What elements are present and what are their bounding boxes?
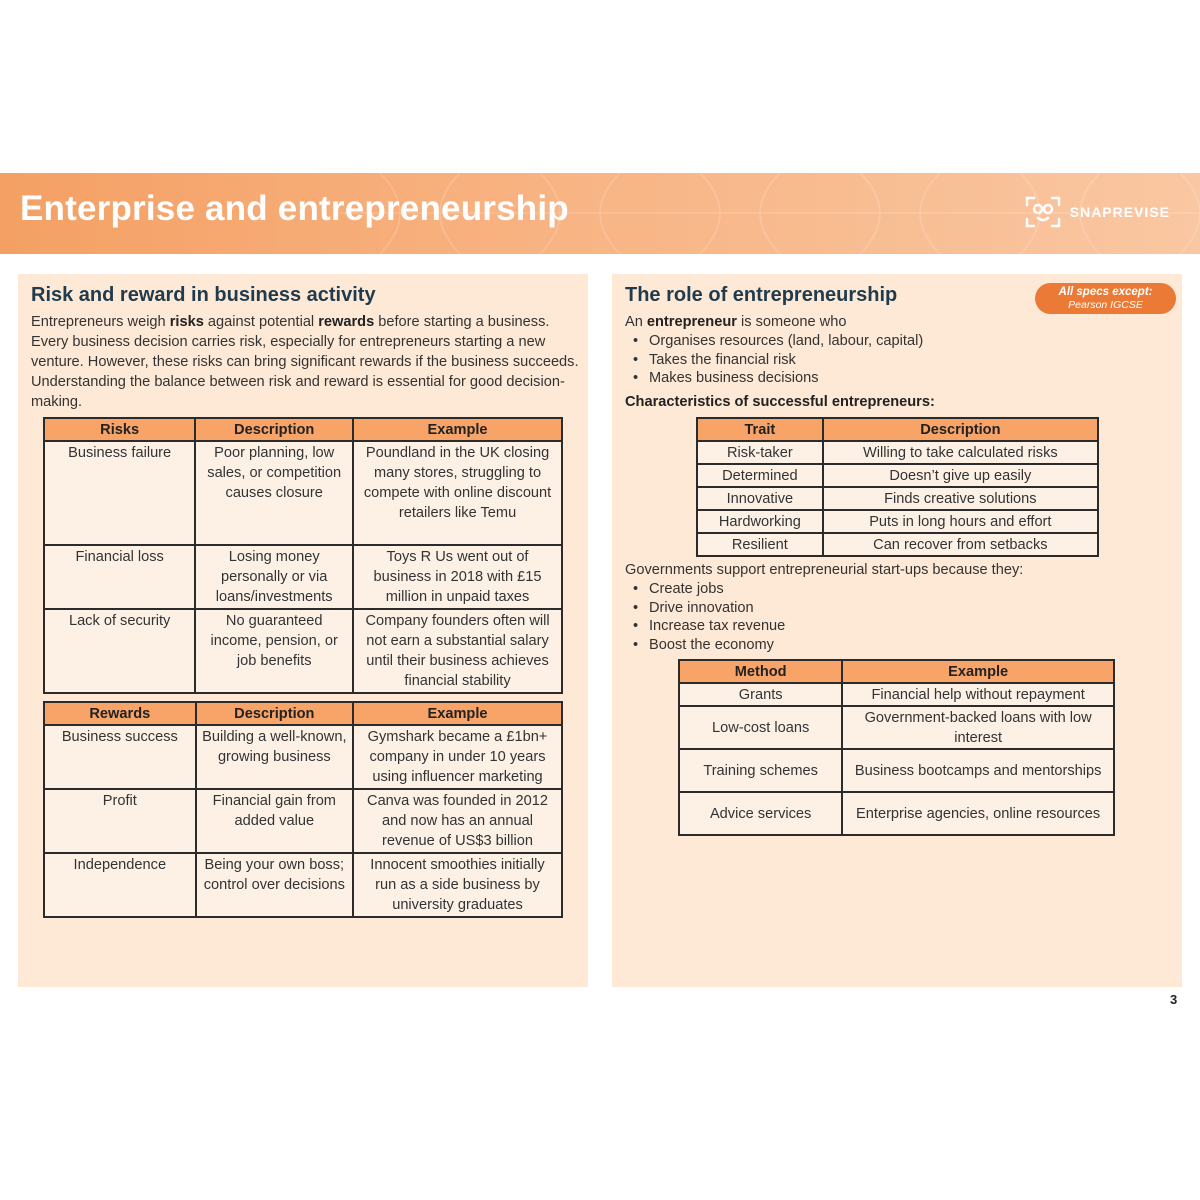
trait-description: Puts in long hours and effort — [823, 510, 1098, 533]
table-row — [697, 441, 1098, 464]
risk-reward-heading: Risk and reward in business activity — [31, 284, 376, 306]
reward-name: Business success — [44, 725, 196, 789]
trait-name: Determined — [697, 464, 823, 487]
method-example: Government-backed loans with low interest — [842, 706, 1114, 749]
list-item: • Create jobs — [625, 580, 785, 599]
method-name: Low-cost loans — [679, 706, 842, 749]
list-item: • Takes the financial risk — [625, 351, 923, 370]
table-row — [44, 609, 562, 693]
method-example: Financial help without repayment — [842, 683, 1114, 706]
reward-name: Profit — [44, 789, 196, 853]
traits-header-trait: Trait — [697, 418, 823, 441]
spec-badge-exception: Pearson IGCSE — [1068, 299, 1143, 311]
trait-name: Hardworking — [697, 510, 823, 533]
table-row — [44, 441, 562, 545]
entrepreneurship-role-heading: The role of entrepreneurship — [625, 284, 898, 306]
risk-description: Poor planning, low sales, or competition causes closure — [195, 441, 353, 545]
page-number: 3 — [1170, 992, 1178, 1007]
rewards-table — [43, 701, 563, 918]
page-title: Enterprise and entrepreneurship — [20, 189, 569, 228]
risk-example: Company founders often will not earn a substantial salary until their business achieves financial stability — [353, 609, 562, 693]
list-item: • Boost the economy — [625, 636, 785, 655]
reward-description: Building a well-known, growing business — [196, 725, 353, 789]
reward-description: Being your own boss; control over decisions — [196, 853, 353, 917]
risk-name: Business failure — [44, 441, 195, 545]
table-row — [679, 792, 1114, 835]
table-row — [679, 749, 1114, 792]
reward-example: Gymshark became a £1bn+ company in under 10 years using influencer marketing — [353, 725, 562, 789]
methods-header-example: Example — [842, 660, 1114, 683]
risk-reward-intro: Entrepreneurs weigh risks against potential rewards before starting a business. Every business decision carries risk, especially for entrepreneurs starting a new venture. However, these risks can bring significant rewards if the business succeeds. Understanding the balance between risk and reward is essential for good decision-making. — [31, 314, 579, 410]
risk-name: Lack of security — [44, 609, 195, 693]
risk-description: Losing money personally or via loans/investments — [195, 545, 353, 609]
government-support-intro: Governments support entrepreneurial start-ups because they: — [625, 562, 1024, 578]
traits-header-description: Description — [823, 418, 1098, 441]
table-row — [697, 533, 1098, 556]
list-item: • Increase tax revenue — [625, 617, 785, 636]
table-row — [44, 545, 562, 609]
snaprevise-logo-icon — [1024, 195, 1062, 229]
method-example: Enterprise agencies, online resources — [842, 792, 1114, 835]
reward-example: Canva was founded in 2012 and now has an annual revenue of US$3 billion — [353, 789, 562, 853]
table-row — [679, 706, 1114, 749]
rewards-header-example: Example — [353, 702, 562, 725]
risk-description: No guaranteed income, pension, or job benefits — [195, 609, 353, 693]
reward-name: Independence — [44, 853, 196, 917]
list-item: • Organises resources (land, labour, capital) — [625, 332, 923, 351]
method-name: Training schemes — [679, 749, 842, 792]
reward-description: Financial gain from added value — [196, 789, 353, 853]
government-reasons-list — [625, 580, 785, 655]
spec-badge — [1035, 283, 1176, 314]
risks-header-risks: Risks — [44, 418, 195, 441]
reward-example: Innocent smoothies initially run as a side business by university graduates — [353, 853, 562, 917]
table-row — [679, 683, 1114, 706]
table-row — [697, 487, 1098, 510]
characteristics-heading: Characteristics of successful entrepreneurs: — [625, 394, 935, 410]
method-name: Grants — [679, 683, 842, 706]
table-row — [44, 853, 562, 917]
table-row — [44, 789, 562, 853]
method-name: Advice services — [679, 792, 842, 835]
risks-header-example: Example — [353, 418, 562, 441]
support-methods-table — [678, 659, 1115, 836]
method-example: Business bootcamps and mentorships — [842, 749, 1114, 792]
brand-name: SNAPREVISE — [1069, 204, 1170, 220]
risks-header-description: Description — [195, 418, 353, 441]
header-banner — [0, 173, 1200, 254]
trait-name: Risk-taker — [697, 441, 823, 464]
risk-example: Poundland in the UK closing many stores, struggling to compete with online discount retailers like Temu — [353, 441, 562, 545]
list-item: • Makes business decisions — [625, 369, 923, 388]
entrepreneur-definition: An entrepreneur is someone who — [625, 314, 847, 330]
table-row — [697, 464, 1098, 487]
risk-example: Toys R Us went out of business in 2018 with £15 million in unpaid taxes — [353, 545, 562, 609]
trait-name: Resilient — [697, 533, 823, 556]
trait-description: Can recover from setbacks — [823, 533, 1098, 556]
trait-name: Innovative — [697, 487, 823, 510]
table-row — [44, 725, 562, 789]
risk-name: Financial loss — [44, 545, 195, 609]
rewards-header-rewards: Rewards — [44, 702, 196, 725]
trait-description: Willing to take calculated risks — [823, 441, 1098, 464]
list-item: • Drive innovation — [625, 599, 785, 618]
rewards-header-description: Description — [196, 702, 353, 725]
spec-badge-title: All specs except: — [1058, 286, 1153, 298]
methods-header-method: Method — [679, 660, 842, 683]
brand — [1024, 195, 1170, 229]
table-row — [697, 510, 1098, 533]
risks-table — [43, 417, 563, 694]
entrepreneur-roles-list — [625, 332, 923, 388]
trait-description: Doesn’t give up easily — [823, 464, 1098, 487]
trait-description: Finds creative solutions — [823, 487, 1098, 510]
traits-table — [696, 417, 1099, 557]
